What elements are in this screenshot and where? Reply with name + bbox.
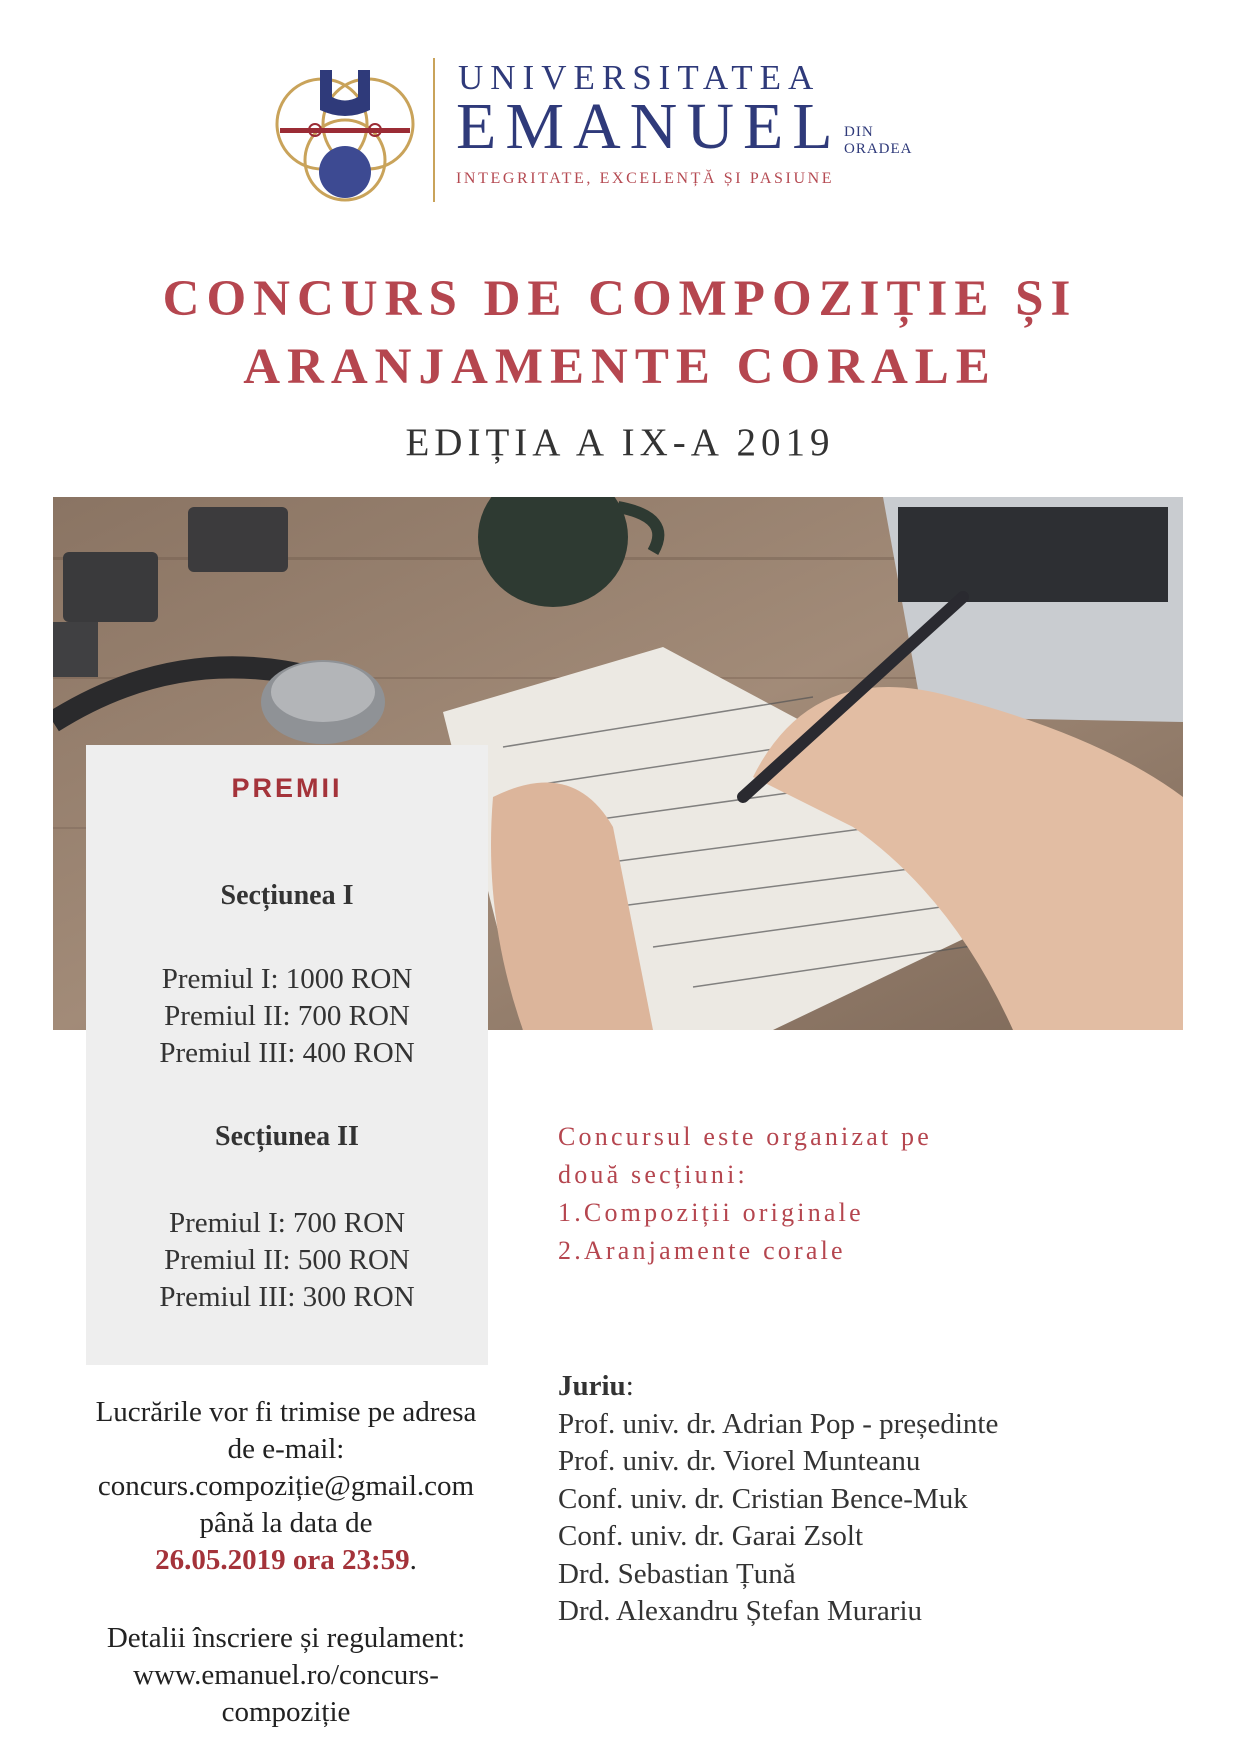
university-logo-icon [270,52,420,202]
submission-email[interactable]: concurs.compoziție@gmail.com [97,1470,475,1502]
jury-label: Juriu [558,1370,626,1402]
prizes-heading: PREMII [231,773,343,803]
section-1-prize-2: Premiul II: 700 RON [164,1000,410,1032]
edition-subtitle: EDIȚIA A IX-A 2019 [405,421,835,464]
section-2-title: Secțiunea II [215,1121,359,1152]
jury-heading [558,1368,998,1406]
submission-info [44,1394,528,1579]
university-name-line2: EMANUEL [456,90,842,163]
details-info [44,1620,528,1731]
page-title-line2: ARANJAMENTE CORALE [243,339,997,395]
university-motto: INTEGRITATE, EXCELENȚĂ ȘI PASIUNE [456,170,835,187]
section-2-prize-2: Premiul II: 500 RON [164,1244,410,1276]
organization-line4: 2.Aranjamente corale [558,1236,846,1265]
organization-line3: 1.Compoziții originale [558,1198,864,1227]
details-url-line1[interactable]: www.emanuel.ro/concurs- [133,1659,439,1691]
jury-member: Conf. univ. dr. Cristian Bence-Muk [558,1482,968,1515]
jury-member: Drd. Sebastian Țună [558,1557,796,1590]
organization-line1: Concursul este organizat pe [558,1122,932,1151]
submission-line4: până la data de [199,1507,373,1539]
page-title-line1: CONCURS DE COMPOZIȚIE ȘI [162,271,1078,327]
prizes-box [86,745,488,1365]
section-1-title: Secțiunea I [220,880,354,911]
jury-member: Conf. univ. dr. Garai Zsolt [558,1520,863,1552]
university-location [844,124,913,158]
jury-colon: : [625,1370,634,1402]
section-1-prize-3: Premiul III: 400 RON [159,1037,415,1069]
submission-period: . [409,1544,417,1576]
section-1-prize-1: Premiul I: 1000 RON [161,963,413,995]
submission-deadline: 26.05.2019 ora 23:59 [155,1544,410,1576]
organization-line2: două secțiuni: [558,1160,748,1189]
logo-divider [433,58,435,202]
location-oradea: ORADEA [844,141,913,157]
location-din: DIN [844,124,874,140]
submission-line1: Lucrările vor fi trimise pe adresa [95,1396,477,1428]
submission-deadline-line [44,1542,528,1579]
organization-info [558,1118,932,1270]
university-name-line1: UNIVERSITATEA [458,58,821,97]
jury-member: Prof. univ. dr. Adrian Pop - președinte [558,1407,999,1440]
details-line1: Detalii înscriere și regulament: [106,1622,466,1654]
details-url-line2[interactable]: compoziție [221,1696,351,1728]
section-2-prize-1: Premiul I: 700 RON [168,1207,406,1239]
jury-member: Prof. univ. dr. Viorel Munteanu [558,1445,921,1477]
submission-line2: de e-mail: [227,1433,345,1465]
section-2-prize-3: Premiul III: 300 RON [159,1281,415,1313]
jury-list [558,1368,998,1631]
jury-member: Drd. Alexandru Ștefan Murariu [558,1595,923,1627]
